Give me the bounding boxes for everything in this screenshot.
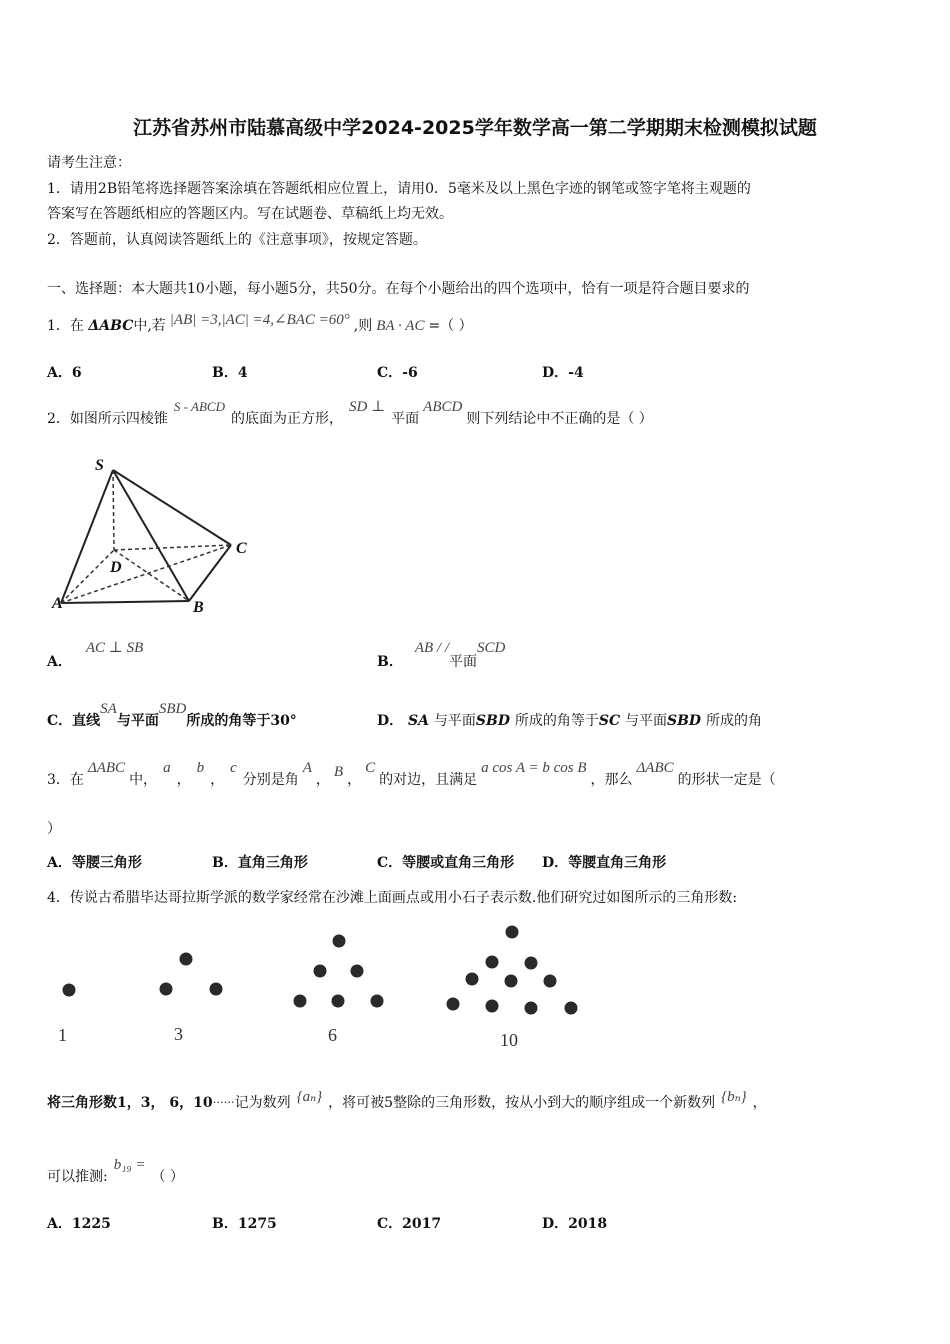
- text: ,则: [353, 318, 373, 334]
- vertex-label-c: C: [236, 540, 247, 557]
- option-math: AB / /: [414, 640, 450, 656]
- edge-bc: [189, 545, 231, 601]
- triangle-math: ΔABC: [88, 318, 134, 334]
- text: 将三角形数1，3， 6，10: [47, 1095, 213, 1111]
- text: 平面: [391, 411, 420, 427]
- angle-c: C: [365, 760, 376, 776]
- dot: [466, 973, 479, 986]
- option-text: 与平面: [433, 713, 476, 729]
- dot: [332, 995, 345, 1008]
- option-math: SBD: [475, 713, 510, 729]
- text: 的底面为正方形，: [230, 411, 343, 427]
- side-c: c: [230, 760, 237, 776]
- dot: [506, 926, 519, 939]
- text: 中，: [129, 772, 158, 788]
- vector-expression: BA · AC: [376, 318, 425, 334]
- q1-option-c[interactable]: C．-6: [377, 365, 418, 381]
- question-4-line-2: [47, 1089, 767, 1112]
- q4-option-a[interactable]: A．1225: [47, 1216, 111, 1232]
- dot: [544, 975, 557, 988]
- question-1: [47, 312, 473, 335]
- question-4: [47, 887, 737, 907]
- option-text: 所成的角等于: [514, 713, 599, 729]
- dot: [294, 995, 307, 1008]
- dot: [333, 935, 346, 948]
- edge-sd: [113, 470, 114, 550]
- side-a: a: [163, 760, 171, 776]
- edge-dc: [114, 545, 231, 550]
- question-2: [47, 399, 653, 428]
- q2-option-a[interactable]: [47, 640, 144, 671]
- dot: [525, 957, 538, 970]
- question-number: 3．: [47, 772, 70, 788]
- question-3-close: ）: [47, 821, 61, 837]
- vertex-label-s: S: [95, 457, 104, 474]
- triangular-number-label: 1: [58, 1025, 67, 1045]
- edge-ab: [61, 601, 189, 603]
- q1-option-a[interactable]: A．6: [47, 365, 82, 381]
- text: 如图所示四棱锥: [69, 411, 168, 427]
- question-number: 2．: [47, 411, 70, 427]
- text: ，: [315, 772, 330, 788]
- option-math: SCD: [477, 640, 506, 656]
- section-heading: 一、选择题：本大题共10小题，每小题5分，共50分。在每个小题给出的四个选项中，恰有一项是符合题目要求的: [47, 281, 750, 297]
- angle-b: B: [333, 764, 344, 780]
- question-4-line-3: [47, 1157, 184, 1186]
- option-math: AC ⊥ SB: [85, 640, 144, 656]
- notice-heading: 请考生注意：: [47, 155, 131, 171]
- question-number: 1．: [47, 318, 70, 334]
- vertex-label-b: B: [193, 599, 204, 616]
- q4-option-b[interactable]: B．1275: [212, 1216, 277, 1232]
- option-math: SBD: [666, 713, 702, 729]
- option-text: 与平面: [624, 713, 667, 729]
- text: ，那么: [590, 772, 633, 788]
- diagonal-bd: [114, 550, 189, 601]
- option-label: B．: [377, 654, 403, 670]
- text: 中,若: [133, 318, 166, 334]
- dot: [486, 956, 499, 969]
- edge-sa: [61, 470, 113, 603]
- dot: [525, 1002, 538, 1015]
- edge-sc: [113, 470, 231, 545]
- dot: [486, 1000, 499, 1013]
- option-label: D．: [377, 713, 404, 729]
- notice-item-2: 2．答题前，认真阅读答题纸上的《注意事项》，按规定答题。: [47, 232, 427, 248]
- triangular-number-label: 3: [174, 1024, 183, 1044]
- angle-a: A: [302, 760, 312, 776]
- q3-option-b[interactable]: B．直角三角形: [212, 855, 308, 871]
- q3-option-d[interactable]: D．等腰直角三角形: [542, 855, 667, 871]
- perpendicular-math: SD ⊥: [348, 399, 386, 415]
- text: 在: [69, 772, 84, 788]
- text: 记为数列: [234, 1095, 291, 1111]
- notice-item-1-line-2: 答案写在答题纸相应的答题区内。写在试题卷、草稿纸上均无效。: [47, 206, 453, 222]
- q2-option-b[interactable]: [377, 640, 506, 671]
- b19-math: b₁₉ =: [113, 1157, 146, 1173]
- dot: [180, 953, 193, 966]
- text: ，: [752, 1095, 767, 1111]
- q3-option-a[interactable]: A．等腰三角形: [47, 855, 142, 871]
- diagonal-ac: [61, 545, 231, 603]
- vertex-label-a: A: [52, 595, 63, 612]
- q1-option-d[interactable]: D．-4: [542, 365, 584, 381]
- text: （ ）: [151, 1169, 184, 1185]
- notice-item-1-line-1: 1．请用2B铅笔将选择题答案涂填在答题纸相应位置上，请用0．5毫米及以上黑色字迹的钢笔或签字笔将主观题的: [47, 181, 751, 197]
- triangular-number-label: 6: [328, 1025, 337, 1045]
- text: ，将可被5整除的三角形数，按从小到大的顺序组成一个新数列: [328, 1095, 716, 1111]
- text: 传说古希腊毕达哥拉斯学派的数学家经常在沙滩上面画点或用小石子表示数.他们研究过如图所示的三角形数:: [69, 890, 738, 906]
- q3-option-c[interactable]: C．等腰或直角三角形: [377, 855, 515, 871]
- q1-option-b[interactable]: B．4: [212, 365, 248, 381]
- dot: [160, 983, 173, 996]
- text: ，: [347, 772, 362, 788]
- q2-option-d[interactable]: [377, 710, 762, 730]
- ellipsis: ……: [212, 1093, 235, 1106]
- option-math: SA: [100, 701, 117, 717]
- text: ，: [176, 772, 191, 788]
- option-text: 与平面: [116, 713, 159, 729]
- text: 可以推测:: [47, 1169, 108, 1185]
- equation-math: a cos A = b cos B: [481, 760, 587, 776]
- dot: [447, 998, 460, 1011]
- text: 的对边，且满足: [379, 772, 478, 788]
- question-3: [47, 760, 776, 789]
- triangle-math: ΔABC: [636, 760, 674, 776]
- option-text: 平面: [449, 654, 478, 670]
- pyramid-math: S - ABCD: [173, 399, 225, 414]
- triangle-math: ΔABC: [87, 760, 126, 776]
- condition-math: |AB| =3,|AC| =4,∠BAC =60°: [169, 312, 350, 328]
- sequence-a-math: {aₙ}: [296, 1089, 323, 1105]
- dot: [371, 995, 384, 1008]
- option-text: 所成的角: [705, 713, 762, 729]
- question-number: 4．: [47, 890, 70, 906]
- edge-ad: [61, 550, 114, 603]
- plane-math: ABCD: [423, 399, 463, 415]
- page-title: 江苏省苏州市陆慕高级中学2024-2025学年数学高一第二学期期末检测模拟试题: [133, 117, 817, 139]
- option-text: 所成的角等于30°: [186, 713, 297, 729]
- dot: [63, 984, 76, 997]
- option-math: SC: [598, 713, 621, 729]
- triangular-numbers-figure: [40, 920, 600, 1055]
- text: 分别是角: [242, 772, 299, 788]
- dot: [314, 965, 327, 978]
- option-math: SBD: [158, 701, 187, 717]
- option-label: C．直线: [47, 713, 101, 729]
- text: =（ ）: [428, 318, 473, 334]
- q4-option-c[interactable]: C．2017: [377, 1216, 442, 1232]
- text: 则下列结论中不正确的是（ ）: [466, 411, 653, 427]
- text: ，: [210, 772, 225, 788]
- option-label: A．: [47, 654, 72, 670]
- triangular-number-label: 10: [500, 1030, 518, 1050]
- q2-option-c[interactable]: [47, 701, 297, 730]
- option-math: SA: [408, 713, 429, 729]
- pyramid-figure: [48, 450, 258, 620]
- sequence-b-math: {bₙ}: [721, 1089, 747, 1105]
- dot: [565, 1002, 578, 1015]
- text: 在: [69, 318, 84, 334]
- side-b: b: [196, 760, 205, 776]
- vertex-label-d: D: [110, 559, 122, 576]
- text: 的形状一定是（: [677, 772, 776, 788]
- dot: [505, 975, 518, 988]
- dot: [351, 965, 364, 978]
- dot: [210, 983, 223, 996]
- q4-option-d[interactable]: D．2018: [542, 1216, 608, 1232]
